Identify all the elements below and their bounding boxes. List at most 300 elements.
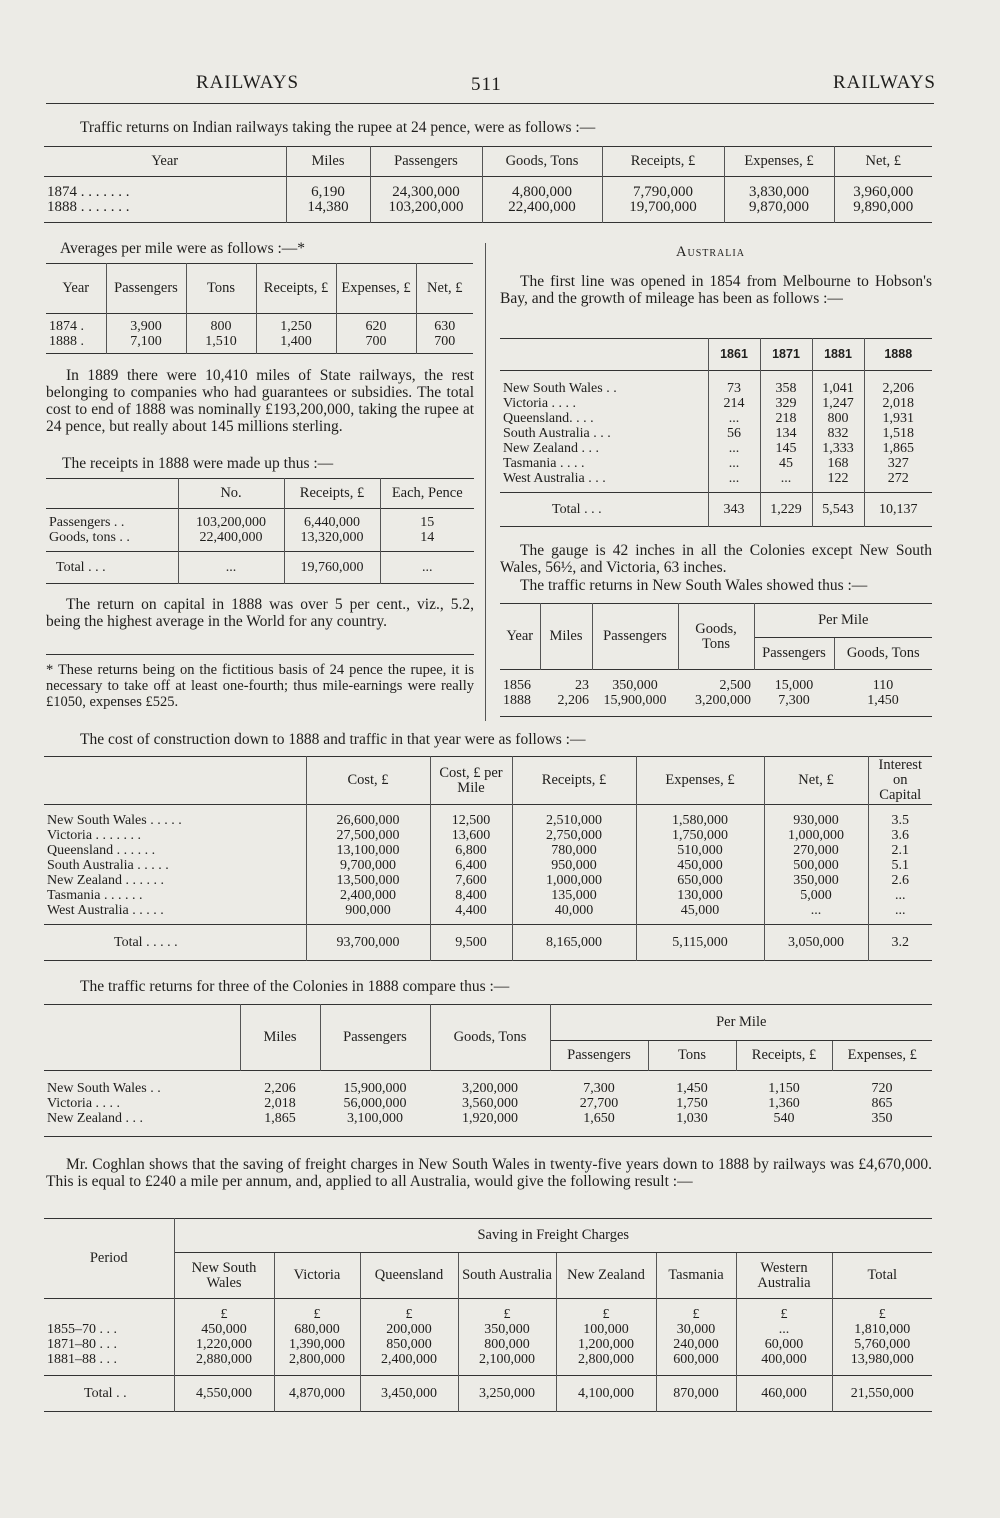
table-row — [44, 858, 932, 873]
t4-r3c2: 134 — [760, 426, 812, 441]
t6-r1c6: 3.6 — [891, 828, 909, 843]
t8-total-c8: 21,550,000 — [850, 1386, 914, 1401]
t5-h5: Passengers — [754, 638, 834, 670]
t7-r0c4: 7,300 — [583, 1081, 615, 1096]
t3-r0c2: 6,440,000 — [284, 509, 380, 531]
t6-r2c0: Queensland . . . . . . — [44, 843, 306, 858]
t6-r2c1: 13,100,000 — [306, 843, 430, 858]
t1-r0c6: 3,960,000 — [853, 184, 914, 200]
t8-h8: Total — [867, 1267, 898, 1283]
footnote — [46, 662, 474, 710]
t8-r2c7: 400,000 — [736, 1352, 832, 1376]
t6-r4c1: 13,500,000 — [306, 873, 430, 888]
t5-r0c2: 350,000 — [612, 678, 658, 693]
t8-r2c6: 600,000 — [656, 1352, 736, 1376]
t4-r0c1: 73 — [708, 371, 760, 397]
t1-r1c2: 103,200,000 — [370, 200, 482, 222]
t4-r1c0: Victoria . . . . — [500, 396, 708, 411]
t4-total-c3: 5,543 — [812, 493, 864, 527]
t8-r0c7: ... — [736, 1322, 832, 1337]
p2-text: The return on capital in 1888 was over 5 per cent., viz., 5.2, being the highest average in the World for any country. — [46, 596, 474, 630]
t4-total-label: Total . . . — [500, 493, 708, 527]
t6-r2c3: 780,000 — [512, 843, 636, 858]
t8-r0c3: 200,000 — [360, 1322, 458, 1337]
t4-h2: 1871 — [760, 339, 812, 371]
t6-r3c0: South Australia . . . . . — [44, 858, 306, 873]
t5-h3: Goods, Tons — [678, 604, 754, 670]
t8-unit-6: £ — [656, 1299, 736, 1323]
t2-h3: Receipts, £ — [256, 264, 336, 314]
t6-r4c2: 7,600 — [430, 873, 512, 888]
t8-unit-4: £ — [458, 1299, 556, 1323]
table-total-row — [44, 925, 932, 961]
t8-total-c7: 460,000 — [736, 1376, 832, 1412]
nsw-traffic-caption: The traffic returns in New South Wales showed thus :— — [520, 577, 868, 594]
table-row — [44, 177, 932, 201]
t2-caption: Averages per mile were as follows :—* — [60, 240, 306, 257]
t5-r1c4: 7,300 — [778, 693, 810, 708]
t4-r2c3: 800 — [812, 411, 864, 426]
t8-r0c5: 100,000 — [556, 1322, 656, 1337]
t2-h0: Year — [46, 264, 106, 314]
t8-r1c0: 1871–80 . . . — [44, 1337, 174, 1352]
t7-r2c2: 3,100,000 — [347, 1111, 403, 1126]
t5-h1: Miles — [540, 604, 592, 670]
t6-total-c1: 93,700,000 — [306, 925, 430, 961]
return-on-capital-paragraph — [46, 596, 474, 630]
t5-r1c1: 2,206 — [557, 693, 589, 708]
t4-r3c0: South Australia . . . — [500, 426, 708, 441]
p5-text: Mr. Coghlan shows that the saving of freight charges in New South Wales in twenty-five years down to 1888 by railways was £4,670,000. This is equal to £240 a mile per annum, and, applied to all Australia, would give the following result :— — [46, 1156, 932, 1190]
t2-h4: Expenses, £ — [336, 264, 416, 314]
t8-r0c2: 680,000 — [274, 1322, 360, 1337]
t6-r3c6: 5.1 — [891, 858, 909, 873]
t6-r2c4: 510,000 — [636, 843, 764, 858]
t7-r1c6: 1,360 — [768, 1096, 800, 1111]
t4-h4: 1888 — [884, 347, 913, 361]
t6-total-c3: 8,165,000 — [512, 925, 636, 961]
t2-r1c4: 700 — [336, 334, 416, 354]
t7-r0c6: 1,150 — [768, 1081, 800, 1096]
t8-unit-2: £ — [274, 1299, 360, 1323]
t6-total-label: Total . . . . . — [44, 925, 306, 961]
t1-r0c1: 6,190 — [286, 177, 370, 201]
t7-r2c3: 1,920,000 — [462, 1111, 518, 1126]
t6-r1c4: 1,750,000 — [636, 828, 764, 843]
t6-r2c2: 6,800 — [430, 843, 512, 858]
t1-h0: Year — [44, 147, 286, 177]
t2-r1c0: 1888 . — [46, 334, 106, 354]
t2-r0c0: 1874 . — [46, 314, 106, 335]
t2-r1c3: 1,400 — [256, 334, 336, 354]
t6-r6c4: 45,000 — [636, 903, 764, 925]
t8-h3: Queensland — [360, 1253, 458, 1299]
t8-r1c1: 1,220,000 — [174, 1337, 274, 1352]
t4-h3: 1881 — [812, 339, 864, 371]
t8-total-label: Total . . — [44, 1376, 174, 1412]
t6-r0c6: 3.5 — [891, 813, 909, 828]
t7-r1c5: 1,750 — [676, 1096, 708, 1111]
t7-r0c1: 2,206 — [264, 1081, 296, 1096]
table-row — [44, 805, 932, 829]
table-row — [500, 396, 932, 411]
t6-r0c4: 1,580,000 — [636, 805, 764, 829]
t5-h2: Passengers — [592, 604, 678, 670]
t6-r6c0: West Australia . . . . . — [44, 903, 306, 925]
t8-r2c2: 2,800,000 — [274, 1352, 360, 1376]
t5-r1c5: 1,450 — [867, 693, 899, 708]
t7-caption: The traffic returns for three of the Colonies in 1888 compare thus :— — [80, 978, 510, 995]
t1-r1c6: 9,890,000 — [853, 199, 914, 216]
unit-row — [44, 1299, 932, 1323]
t4-r6c4: 272 — [887, 471, 909, 486]
t2-r1c2: 1,510 — [186, 334, 256, 354]
t6-total-c5: 3,050,000 — [764, 925, 868, 961]
t6-r1c3: 2,750,000 — [512, 828, 636, 843]
t4-total-c4: 10,137 — [879, 502, 918, 517]
t6-total-c2: 9,500 — [430, 925, 512, 961]
t7-r2c0: New Zealand . . . — [47, 1111, 144, 1126]
t8-r1c5: 1,200,000 — [556, 1337, 656, 1352]
footnote-text: * These returns being on the fictitious basis of 24 pence the rupee, it is necessary to take off at least one-fourth; thus mile-earnings were really £1050, expenses £525. — [46, 662, 474, 710]
nsw-traffic-table — [500, 603, 932, 717]
t6-h2: Cost, £ per Mile — [430, 757, 512, 805]
receipts-table — [46, 478, 474, 584]
table-row — [500, 471, 932, 493]
t2-r1c1: 7,100 — [106, 334, 186, 354]
t6-r0c3: 2,510,000 — [512, 805, 636, 829]
t7-r2c1: 1,865 — [264, 1111, 296, 1126]
t7-h0 — [44, 1005, 240, 1071]
australia-heading: Australia — [676, 244, 745, 260]
t6-h1: Cost, £ — [306, 757, 430, 805]
t1-r0c2: 24,300,000 — [370, 177, 482, 201]
column-divider — [485, 243, 486, 721]
t3-total-c2: 19,760,000 — [284, 552, 380, 584]
t2-r0c5: 630 — [434, 319, 456, 334]
footnote-rule — [46, 654, 474, 655]
t8-h2: Victoria — [274, 1253, 360, 1299]
t1-h4: Receipts, £ — [602, 147, 724, 177]
t4-r1c3: 1,247 — [812, 396, 864, 411]
t4-r2c2: 218 — [760, 411, 812, 426]
t4-r5c3: 168 — [812, 456, 864, 471]
t2-h2: Tons — [186, 264, 256, 314]
t3-r1c1: 22,400,000 — [178, 530, 284, 552]
t6-r5c1: 2,400,000 — [306, 888, 430, 903]
t6-r6c5: ... — [764, 903, 868, 925]
table-row — [44, 1337, 932, 1352]
t1-r1c3: 22,400,000 — [482, 200, 602, 222]
t8-r2c1: 2,880,000 — [174, 1352, 274, 1376]
t4-r4c3: 1,333 — [812, 441, 864, 456]
t8-r0c1: 450,000 — [174, 1322, 274, 1337]
table-row — [500, 693, 932, 717]
t4-r6c3: 122 — [812, 471, 864, 493]
t1-h5: Expenses, £ — [724, 147, 834, 177]
t4-r3c3: 832 — [812, 426, 864, 441]
t8-total-c3: 3,450,000 — [360, 1376, 458, 1412]
t8-r1c3: 850,000 — [360, 1337, 458, 1352]
t8-r1c8: 5,760,000 — [854, 1337, 911, 1352]
t4-r1c4: 2,018 — [882, 396, 914, 411]
t5-r0c1: 23 — [575, 678, 589, 693]
t4-r0c3: 1,041 — [812, 371, 864, 397]
t7-r2c6: 540 — [773, 1111, 795, 1126]
t2-r0c4: 620 — [336, 314, 416, 335]
t7-r0c3: 3,200,000 — [462, 1081, 518, 1096]
t7-h2: Passengers — [320, 1005, 430, 1071]
table-row — [500, 426, 932, 441]
t6-r1c2: 13,600 — [430, 828, 512, 843]
t8-unit-3: £ — [360, 1299, 458, 1323]
t8-r0c4: 350,000 — [458, 1322, 556, 1337]
t7-h6: Tons — [648, 1041, 736, 1071]
t6-r0c5: 930,000 — [764, 805, 868, 829]
running-header — [46, 72, 936, 102]
table-row — [44, 888, 932, 903]
t7-h8: Expenses, £ — [847, 1047, 917, 1063]
t2-r0c3: 1,250 — [256, 314, 336, 335]
t5-r1c2: 15,900,000 — [603, 693, 667, 708]
t4-r1c1: 214 — [708, 396, 760, 411]
t2-r0c1: 3,900 — [106, 314, 186, 335]
t4-r1c2: 329 — [760, 396, 812, 411]
t7-h3: Goods, Tons — [430, 1005, 550, 1071]
t7-r0c0: New South Wales . . — [47, 1081, 161, 1096]
t1-r0c0: 1874 . . . . . . . — [44, 177, 286, 201]
gauge-paragraph — [500, 542, 932, 576]
t5-h0: Year — [500, 604, 540, 670]
header-right: RAILWAYS — [832, 72, 936, 93]
t2-r1c5: 700 — [434, 334, 456, 349]
coghlan-paragraph — [46, 1156, 932, 1190]
t7-r0c7: 720 — [871, 1081, 893, 1096]
t4-r4c1: ... — [708, 441, 760, 456]
t7-r1c0: Victoria . . . . — [47, 1096, 121, 1111]
t3-total-c1: ... — [178, 552, 284, 584]
t4-r4c0: New Zealand . . . — [500, 441, 708, 456]
page-number: 511 — [471, 74, 502, 95]
table-row — [500, 441, 932, 456]
header-rule — [46, 103, 934, 104]
t8-r1c7: 60,000 — [736, 1337, 832, 1352]
t3-h3: Each, Pence — [391, 485, 463, 501]
t8-h1: New South Wales — [174, 1253, 274, 1299]
australia-intro-paragraph — [500, 273, 932, 307]
t8-r1c4: 800,000 — [458, 1337, 556, 1352]
t6-r4c6: 2.6 — [891, 873, 909, 888]
table-row — [44, 1111, 932, 1137]
t7-r1c7: 865 — [871, 1096, 893, 1111]
t4-r0c4: 2,206 — [882, 381, 914, 396]
t6-r6c3: 40,000 — [512, 903, 636, 925]
t6-h0 — [44, 757, 306, 805]
table-row — [44, 1071, 932, 1097]
t6-r5c3: 135,000 — [512, 888, 636, 903]
t8-total-c2: 4,870,000 — [274, 1376, 360, 1412]
state-railways-paragraph — [46, 367, 474, 435]
t4-r6c0: West Australia . . . — [500, 471, 708, 493]
t1-h2: Passengers — [370, 147, 482, 177]
t4-r2c4: 1,931 — [882, 411, 914, 426]
t6-total-c6: 3.2 — [891, 935, 909, 950]
t8-total-c5: 4,100,000 — [556, 1376, 656, 1412]
t3-total-c3: ... — [422, 560, 433, 575]
header-left: RAILWAYS — [196, 72, 300, 93]
table-row — [46, 314, 473, 335]
t6-r6c2: 4,400 — [430, 903, 512, 925]
t6-r1c0: Victoria . . . . . . . — [44, 828, 306, 843]
table-row — [500, 456, 932, 471]
p3-text: The gauge is 42 inches in all the Colonies except New South Wales, 56½, and Victoria, 63 inches. — [500, 542, 932, 576]
t6-h4: Expenses, £ — [636, 757, 764, 805]
t8-r1c6: 240,000 — [656, 1337, 736, 1352]
t4-total-c2: 1,229 — [760, 493, 812, 527]
t7-r2c5: 1,030 — [676, 1111, 708, 1126]
t7-r2c4: 1,650 — [583, 1111, 615, 1126]
t8-total-c4: 3,250,000 — [458, 1376, 556, 1412]
t1-caption: Traffic returns on Indian railways taking the rupee at 24 pence, were as follows :— — [80, 119, 596, 136]
t6-r6c1: 900,000 — [306, 903, 430, 925]
t7-r2c7: 350 — [871, 1111, 893, 1126]
table-row — [44, 200, 932, 222]
table-row — [44, 828, 932, 843]
t6-r2c6: 2.1 — [891, 843, 909, 858]
t4-r2c0: Queensland. . . . — [500, 411, 708, 426]
t3-caption: The receipts in 1888 were made up thus :— — [62, 455, 334, 472]
t1-r1c4: 19,700,000 — [602, 200, 724, 222]
t6-r5c2: 8,400 — [430, 888, 512, 903]
table-total-row — [500, 493, 932, 527]
t5-r1c3: 3,200,000 — [695, 693, 751, 708]
table-row — [46, 530, 474, 552]
table-row — [44, 1096, 932, 1111]
three-colonies-table — [44, 1004, 932, 1137]
t4-r0c2: 358 — [760, 371, 812, 397]
t3-r1c3: 14 — [420, 530, 435, 545]
t8-r2c0: 1881–88 . . . — [44, 1352, 174, 1376]
p1-text: In 1889 there were 10,410 miles of State railways, the rest belonging to companies who had guarantees or subsidies. The total cost to end of 1888 was nominally £193,200,000, taking the rupee at 24 pence, but really about 145 millions sterling. — [46, 367, 474, 435]
t8-h0: Period — [44, 1219, 174, 1299]
t6-r4c0: New Zealand . . . . . . — [44, 873, 306, 888]
australia-p1-text: The first line was opened in 1854 from Melbourne to Hobson's Bay, and the growth of mileage has been as follows :— — [500, 273, 932, 307]
t1-r1c5: 9,870,000 — [724, 200, 834, 222]
t8-unit-8: £ — [878, 1307, 886, 1322]
t6-r0c1: 26,600,000 — [306, 805, 430, 829]
t1-r0c4: 7,790,000 — [602, 177, 724, 201]
t6-r4c3: 1,000,000 — [512, 873, 636, 888]
t6-r6c6: ... — [895, 903, 906, 918]
t4-r5c1: ... — [708, 456, 760, 471]
t4-r5c2: 45 — [760, 456, 812, 471]
t5-r0c0: 1856 — [503, 678, 531, 693]
t7-h1: Miles — [240, 1005, 320, 1071]
t7-r1c1: 2,018 — [264, 1096, 296, 1111]
t6-r3c5: 500,000 — [764, 858, 868, 873]
t7-h7: Receipts, £ — [736, 1041, 832, 1071]
t1-r1c1: 14,380 — [286, 200, 370, 222]
t6-r1c1: 27,500,000 — [306, 828, 430, 843]
t7-r1c3: 3,560,000 — [462, 1096, 518, 1111]
table-row — [500, 670, 932, 694]
t8-r2c5: 2,800,000 — [556, 1352, 656, 1376]
t4-r3c4: 1,518 — [882, 426, 914, 441]
t4-total-c1: 343 — [708, 493, 760, 527]
t6-r3c4: 450,000 — [636, 858, 764, 873]
t8-unit-7: £ — [736, 1299, 832, 1323]
t7-h4: Per Mile — [550, 1005, 932, 1041]
mileage-growth-table — [500, 338, 932, 527]
t8-group: Saving in Freight Charges — [174, 1219, 932, 1253]
t5-h6: Goods, Tons — [846, 645, 920, 661]
t3-h1: No. — [178, 479, 284, 509]
t4-r3c1: 56 — [708, 426, 760, 441]
t6-h6: Interest on Capital — [878, 757, 922, 803]
table-row — [500, 371, 932, 397]
construction-cost-table — [44, 756, 932, 961]
t8-h4: South Australia — [458, 1253, 556, 1299]
t5-r0c4: 15,000 — [774, 678, 814, 693]
t1-h6: Net, £ — [865, 153, 901, 169]
t8-total-c6: 870,000 — [656, 1376, 736, 1412]
t6-r5c6: ... — [895, 888, 906, 903]
t3-total-label: Total . . . — [46, 552, 178, 584]
t4-h0 — [500, 339, 708, 371]
t6-r4c4: 650,000 — [636, 873, 764, 888]
t4-r6c1: ... — [708, 471, 760, 493]
t3-r1c2: 13,320,000 — [284, 530, 380, 552]
table-total-row — [46, 552, 474, 584]
t4-h1: 1861 — [708, 339, 760, 371]
t6-h5: Net, £ — [764, 757, 868, 805]
t8-r2c4: 2,100,000 — [458, 1352, 556, 1376]
t7-h5: Passengers — [550, 1041, 648, 1071]
t6-r0c2: 12,500 — [430, 805, 512, 829]
t8-h6: Tasmania — [656, 1253, 736, 1299]
t3-h0 — [46, 479, 178, 509]
t8-h7: Western Australia — [736, 1253, 832, 1299]
t6-r5c5: 5,000 — [764, 888, 868, 903]
t6-r3c2: 6,400 — [430, 858, 512, 873]
t3-r1c0: Goods, tons . . — [46, 530, 178, 552]
t5-h4: Per Mile — [754, 604, 932, 638]
t3-r0c0: Passengers . . — [46, 509, 178, 531]
t6-h3: Receipts, £ — [512, 757, 636, 805]
t6-r5c4: 130,000 — [636, 888, 764, 903]
t4-r5c0: Tasmania . . . . — [500, 456, 708, 471]
t5-r0c3: 2,500 — [719, 678, 751, 693]
t3-r0c1: 103,200,000 — [178, 509, 284, 531]
t4-r5c4: 327 — [887, 456, 909, 471]
t8-unit-5: £ — [556, 1299, 656, 1323]
t4-r4c2: 145 — [760, 441, 812, 456]
t8-r2c8: 13,980,000 — [850, 1352, 914, 1367]
t6-r3c1: 9,700,000 — [306, 858, 430, 873]
t8-r0c8: 1,810,000 — [854, 1322, 911, 1337]
t8-total-c1: 4,550,000 — [174, 1376, 274, 1412]
table-row — [44, 1352, 932, 1376]
table-row — [500, 411, 932, 426]
t2-h1: Passengers — [106, 264, 186, 314]
t8-h5: New Zealand — [556, 1253, 656, 1299]
table-row — [46, 334, 473, 354]
t4-r2c1: ... — [708, 411, 760, 426]
t5-r0c5: 110 — [872, 678, 894, 693]
t3-h2: Receipts, £ — [284, 479, 380, 509]
t2-h5: Net, £ — [427, 280, 463, 296]
t6-r0c0: New South Wales . . . . . — [44, 805, 306, 829]
